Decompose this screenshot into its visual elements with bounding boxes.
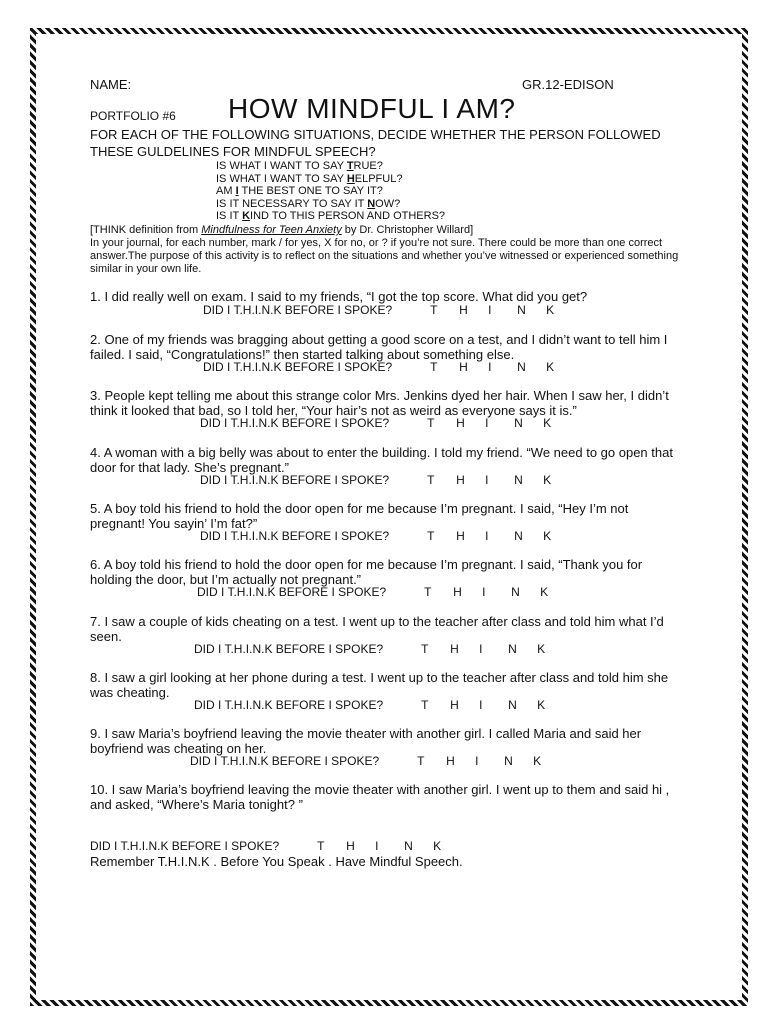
guideline-necessary: IS IT NECESSARY TO SAY IT NOW? — [216, 197, 401, 210]
think-letter-h[interactable]: H — [446, 754, 455, 768]
think-question-label: DID I T.H.I.N.K BEFORE I SPOKE? — [203, 360, 393, 374]
think-question-5 — [200, 530, 572, 543]
think-question-label: DID I T.H.I.N.K BEFORE I SPOKE? — [200, 416, 390, 430]
situation-9: 9. I saw Maria’s boyfriend leaving the movie theater with another girl. I called Maria and said her boyfriend was cheating on her. — [90, 726, 642, 756]
think-letter-h[interactable]: H — [459, 360, 468, 374]
instructions-line-1: FOR EACH OF THE FOLLOWING SITUATIONS, DECIDE WHETHER THE PERSON FOLLOWED — [90, 127, 661, 142]
think-answer-line[interactable] — [405, 643, 566, 656]
think-question-6 — [197, 586, 569, 599]
journal-instructions: In your journal, for each number, mark / for yes, X for no, or ? if you’re not sure. There could be more than one correct answer.The purpose of this activity is to reflect on the situations and whether you’ve witnessed or experienced something similar in your own life. — [90, 237, 679, 275]
think-letter-n[interactable]: N — [517, 360, 526, 374]
think-question-label: DID I T.H.I.N.K BEFORE I SPOKE? — [200, 473, 390, 487]
think-answer-line[interactable] — [411, 530, 572, 543]
think-letter-k[interactable]: K — [433, 839, 442, 853]
think-letter-k[interactable]: K — [540, 585, 549, 599]
situation-10: 10. I saw Maria’s boyfriend leaving the movie theater with another girl. I went up to them and said hi , and asked, “Where’s Maria tonight? ” — [90, 782, 670, 812]
think-letter-i[interactable]: I — [375, 839, 379, 853]
think-letter-n[interactable]: N — [514, 529, 523, 543]
think-letter-k[interactable]: K — [546, 360, 555, 374]
guideline-true: IS WHAT I WANT TO SAY TRUE? — [216, 160, 383, 172]
think-letter-n[interactable]: N — [514, 473, 523, 487]
think-letter-t[interactable]: T — [427, 529, 435, 543]
think-letter-t[interactable]: T — [430, 303, 438, 317]
think-letter-k[interactable]: K — [533, 754, 542, 768]
think-letter-h[interactable]: H — [456, 416, 465, 430]
think-answer-line[interactable] — [411, 474, 572, 487]
closing-reminder: Remember T.H.I.N.K . Before You Speak . Have Mindful Speech. — [90, 854, 463, 869]
situation-4: 4. A woman with a big belly was about to enter the building. I told my friend. “We need to go open that door for that lady. She’s pregnant.” — [90, 445, 673, 475]
think-answer-line[interactable] — [401, 755, 562, 768]
source-citation: [THINK definition from Mindfulness for Teen Anxiety by Dr. Christopher Willard] — [90, 224, 474, 236]
think-letter-n[interactable]: N — [404, 839, 413, 853]
think-letter-i[interactable]: I — [485, 473, 489, 487]
think-question-3 — [200, 417, 572, 430]
think-letter-i[interactable]: I — [488, 303, 492, 317]
think-letter-h[interactable]: H — [459, 303, 468, 317]
think-letter-k[interactable]: K — [543, 529, 552, 543]
think-question-10 — [90, 840, 462, 853]
situation-5: 5. A boy told his friend to hold the door open for me because I’m pregnant. I said, “Hey I’m not pregnant! You sayin’ I’m fat?” — [90, 501, 629, 531]
portfolio-label: PORTFOLIO #6 — [90, 109, 176, 123]
guideline-helpful: IS WHAT I WANT TO SAY HELPFUL? — [216, 172, 403, 185]
think-answer-line[interactable] — [301, 840, 462, 853]
think-question-label: DID I T.H.I.N.K BEFORE I SPOKE? — [90, 839, 280, 853]
think-answer-line[interactable] — [414, 304, 575, 317]
think-letter-h[interactable]: H — [346, 839, 355, 853]
think-question-label: DID I T.H.I.N.K BEFORE I SPOKE? — [203, 303, 393, 317]
think-question-2 — [203, 361, 575, 374]
think-question-label: DID I T.H.I.N.K BEFORE I SPOKE? — [197, 585, 387, 599]
think-letter-n[interactable]: N — [508, 698, 517, 712]
think-question-8 — [194, 699, 566, 712]
think-question-7 — [194, 643, 566, 656]
think-letter-h[interactable]: H — [456, 529, 465, 543]
think-letter-n[interactable]: N — [514, 416, 523, 430]
page-title: HOW MINDFUL I AM? — [228, 93, 516, 124]
think-letter-n[interactable]: N — [517, 303, 526, 317]
think-letter-k[interactable]: K — [543, 416, 552, 430]
think-letter-n[interactable]: N — [504, 754, 513, 768]
instructions-line-2: THESE GULDELINES FOR MINDFUL SPEECH? — [90, 144, 376, 159]
think-letter-h[interactable]: H — [450, 642, 459, 656]
situation-3: 3. People kept telling me about this strange color Mrs. Jenkins dyed her hair. When I saw her, I didn’t think it looked that bad, so I told her, “Your hair’s not as weird as everyone says it is.” — [90, 388, 669, 418]
class-label: GR.12-EDISON — [522, 77, 614, 92]
think-letter-i[interactable]: I — [482, 585, 486, 599]
think-letter-h[interactable]: H — [456, 473, 465, 487]
think-letter-h[interactable]: H — [450, 698, 459, 712]
think-letter-t[interactable]: T — [430, 360, 438, 374]
guideline-kind: IS IT KIND TO THIS PERSON AND OTHERS? — [216, 210, 446, 222]
think-letter-i[interactable]: I — [479, 698, 483, 712]
situation-2: 2. One of my friends was bragging about getting a good score on a test, and I didn’t want to tell him I failed. I said, “Congratulations!” then started talking about something else. — [90, 332, 668, 362]
think-letter-t[interactable]: T — [317, 839, 325, 853]
think-letter-t[interactable]: T — [421, 698, 429, 712]
think-letter-h[interactable]: H — [453, 585, 462, 599]
think-letter-k[interactable]: K — [537, 698, 546, 712]
think-answer-line[interactable] — [408, 586, 569, 599]
think-question-label: DID I T.H.I.N.K BEFORE I SPOKE? — [200, 529, 390, 543]
think-letter-k[interactable]: K — [543, 473, 552, 487]
think-letter-k[interactable]: K — [546, 303, 555, 317]
think-question-1 — [203, 304, 575, 317]
situation-1: 1. I did really well on exam. I said to my friends, “I got the top score. What did you get? — [90, 289, 588, 304]
think-letter-n[interactable]: N — [511, 585, 520, 599]
think-answer-line[interactable] — [405, 699, 566, 712]
think-letter-t[interactable]: T — [427, 473, 435, 487]
think-answer-line[interactable] — [411, 417, 572, 430]
name-label: NAME: — [90, 77, 132, 92]
think-letter-n[interactable]: N — [508, 642, 517, 656]
think-letter-i[interactable]: I — [485, 416, 489, 430]
think-answer-line[interactable] — [414, 361, 575, 374]
think-question-label: DID I T.H.I.N.K BEFORE I SPOKE? — [194, 698, 384, 712]
situation-7: 7. I saw a couple of kids cheating on a test. I went up to the teacher after class and told him what I’d seen. — [90, 614, 664, 644]
think-guidelines — [216, 160, 445, 223]
think-question-9 — [190, 755, 562, 768]
think-letter-t[interactable]: T — [417, 754, 425, 768]
think-letter-i[interactable]: I — [488, 360, 492, 374]
situation-8: 8. I saw a girl looking at her phone during a test. I went up to the teacher after class and told him she was cheating. — [90, 670, 669, 700]
situation-6: 6. A boy told his friend to hold the door open for me because I’m pregnant. I said, “Thank you for holding the door, but I’m actually not pregnant.” — [90, 557, 643, 587]
think-letter-k[interactable]: K — [537, 642, 546, 656]
think-question-4 — [200, 474, 572, 487]
think-letter-i[interactable]: I — [485, 529, 489, 543]
think-question-label: DID I T.H.I.N.K BEFORE I SPOKE? — [194, 642, 384, 656]
guideline-inspiring: AM I THE BEST ONE TO SAY IT? — [216, 185, 383, 197]
think-letter-t[interactable]: T — [424, 585, 432, 599]
think-letter-t[interactable]: T — [427, 416, 435, 430]
think-letter-i[interactable]: I — [479, 642, 483, 656]
think-letter-i[interactable]: I — [475, 754, 479, 768]
think-question-label: DID I T.H.I.N.K BEFORE I SPOKE? — [190, 754, 380, 768]
think-letter-t[interactable]: T — [421, 642, 429, 656]
